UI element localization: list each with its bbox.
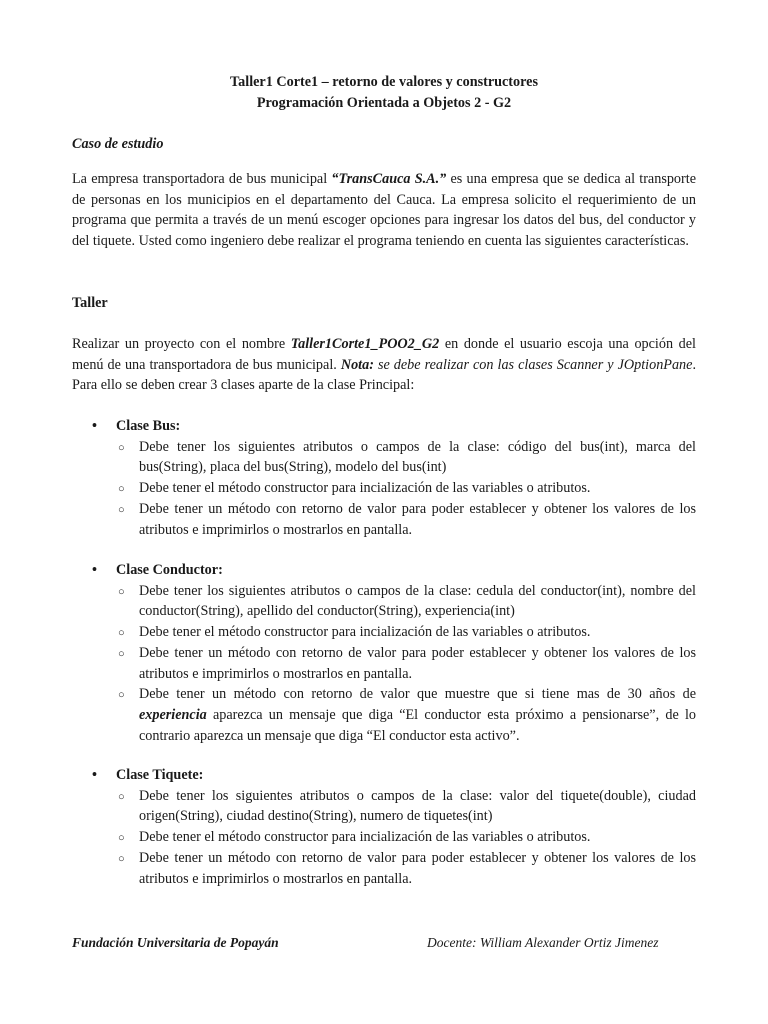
list-item-text: Debe tener un método con retorno de valor que muestre que si tiene mas de 30 años de (139, 686, 696, 703)
circle-bullet-icon: ○ (118, 647, 125, 660)
list-item (72, 786, 696, 827)
taller-paragraph-block (72, 334, 696, 396)
clase-bus-list (72, 437, 696, 541)
list-item (72, 643, 696, 684)
taller-text-after: . Para ello se deben crear 3 clases aparte de la clase Principal: (72, 356, 696, 394)
taller-heading: Taller (72, 295, 108, 311)
clase-tiquete-title (72, 765, 696, 786)
circle-bullet-icon: ○ (118, 832, 125, 845)
nota-text: se debe realizar con las clases Scanner y JOptionPane (373, 356, 693, 373)
taller-paragraph (72, 334, 696, 396)
document-title (72, 72, 696, 114)
list-item-text: aparezca un mensaje que diga “El conductor esta próximo a pensionarse”, de lo contrario aparezca un mensaje que diga “El conductor esta activo”. (139, 706, 696, 744)
circle-bullet-icon: ○ (118, 441, 125, 454)
list-item (72, 478, 696, 499)
clase-bus-title (72, 416, 696, 437)
caso-section (72, 134, 696, 155)
bullet-icon: • (92, 562, 97, 578)
project-name: Taller1Corte1_POO2_G2 (290, 336, 440, 352)
clase-conductor-title-text: Clase Conductor: (116, 562, 223, 578)
list-item-text: Debe tener los siguientes atributos o campos de la clase: cedula del conductor(int), nombre del conductor(String), apellido del conductor(String), experiencia(int) (139, 582, 696, 620)
circle-bullet-icon: ○ (118, 503, 125, 516)
list-item-text: Debe tener un método con retorno de valor para poder establecer y obtener los valores de los atributos e imprimirlos o mostrarlos en pantalla. (139, 644, 696, 682)
list-item (72, 581, 696, 622)
title-line-1: Taller1 Corte1 – retorno de valores y constructores (230, 74, 538, 90)
caso-paragraph (72, 169, 696, 252)
list-item (72, 499, 696, 540)
circle-bullet-icon: ○ (118, 627, 125, 640)
circle-bullet-icon: ○ (118, 689, 125, 702)
clase-tiquete-section (72, 765, 696, 889)
list-item-text: Debe tener un método con retorno de valor para poder establecer y obtener los valores de los atributos e imprimirlos o mostrarlos en pantalla. (139, 849, 696, 887)
bullet-icon: • (92, 767, 97, 783)
circle-bullet-icon: ○ (118, 483, 125, 496)
list-item-text: Debe tener el método constructor para incialización de las variables o atributos. (139, 624, 591, 641)
footer-institution: Fundación Universitaria de Popayán (72, 935, 279, 950)
clase-tiquete-title-text: Clase Tiquete: (116, 767, 204, 783)
nota-label: Nota: (340, 356, 374, 373)
caso-paragraph-block (72, 169, 696, 252)
clase-bus-title-text: Clase Bus: (116, 418, 181, 434)
circle-bullet-icon: ○ (118, 790, 125, 803)
caso-text-after: es una empresa que se dedica al transporte de personas en los municipios en el departamento del Cauca. La empresa solicito el requerimiento de un programa que permita a través de un menú escoger opciones para ingresar los datos del bus, del conductor y del tiquete. Usted como ingeniero debe realizar el programa teniendo en cuenta las siguientes características. (72, 171, 696, 250)
list-item (72, 622, 696, 643)
list-item-text: Debe tener un método con retorno de valor para poder establecer y obtener los valores de los atributos e imprimirlos o mostrarlos en pantalla. (139, 500, 696, 538)
list-item-text: Debe tener los siguientes atributos o campos de la clase: código del bus(int), marca del bus(String), placa del bus(String), modelo del bus(int) (139, 438, 696, 476)
footer-teacher: Docente: William Alexander Ortiz Jimenez (427, 935, 659, 950)
company-name: “TransCauca S.A.” (331, 171, 447, 187)
list-item-text: Debe tener el método constructor para incialización de las variables o atributos. (139, 829, 591, 846)
experiencia-emphasis: experiencia (139, 706, 207, 723)
clase-conductor-section (72, 560, 696, 746)
caso-text-before: La empresa transportadora de bus municipal (72, 171, 332, 187)
list-item-text: Debe tener los siguientes atributos o campos de la clase: valor del tiquete(double), ciudad origen(String), ciudad destino(String), numero de tiquetes(int) (139, 787, 696, 825)
circle-bullet-icon: ○ (118, 852, 125, 865)
taller-text-before: Realizar un proyecto con el nombre (72, 336, 291, 352)
taller-section (72, 293, 696, 314)
clase-conductor-title (72, 560, 696, 581)
circle-bullet-icon: ○ (118, 585, 125, 598)
taller-text-middle: en donde el usuario escoja una opción del menú de una transportadora de bus municipal. (72, 336, 696, 373)
caso-heading: Caso de estudio (72, 136, 164, 152)
clase-bus-section (72, 416, 696, 540)
list-item (72, 684, 696, 746)
list-item (72, 827, 696, 848)
list-item (72, 437, 696, 478)
clase-conductor-list (72, 581, 696, 747)
title-line-2: Programación Orientada a Objetos 2 - G2 (256, 95, 512, 111)
list-item (72, 848, 696, 889)
list-item-text: Debe tener el método constructor para incialización de las variables o atributos. (139, 480, 591, 497)
clase-tiquete-list (72, 786, 696, 890)
bullet-icon: • (92, 418, 97, 434)
